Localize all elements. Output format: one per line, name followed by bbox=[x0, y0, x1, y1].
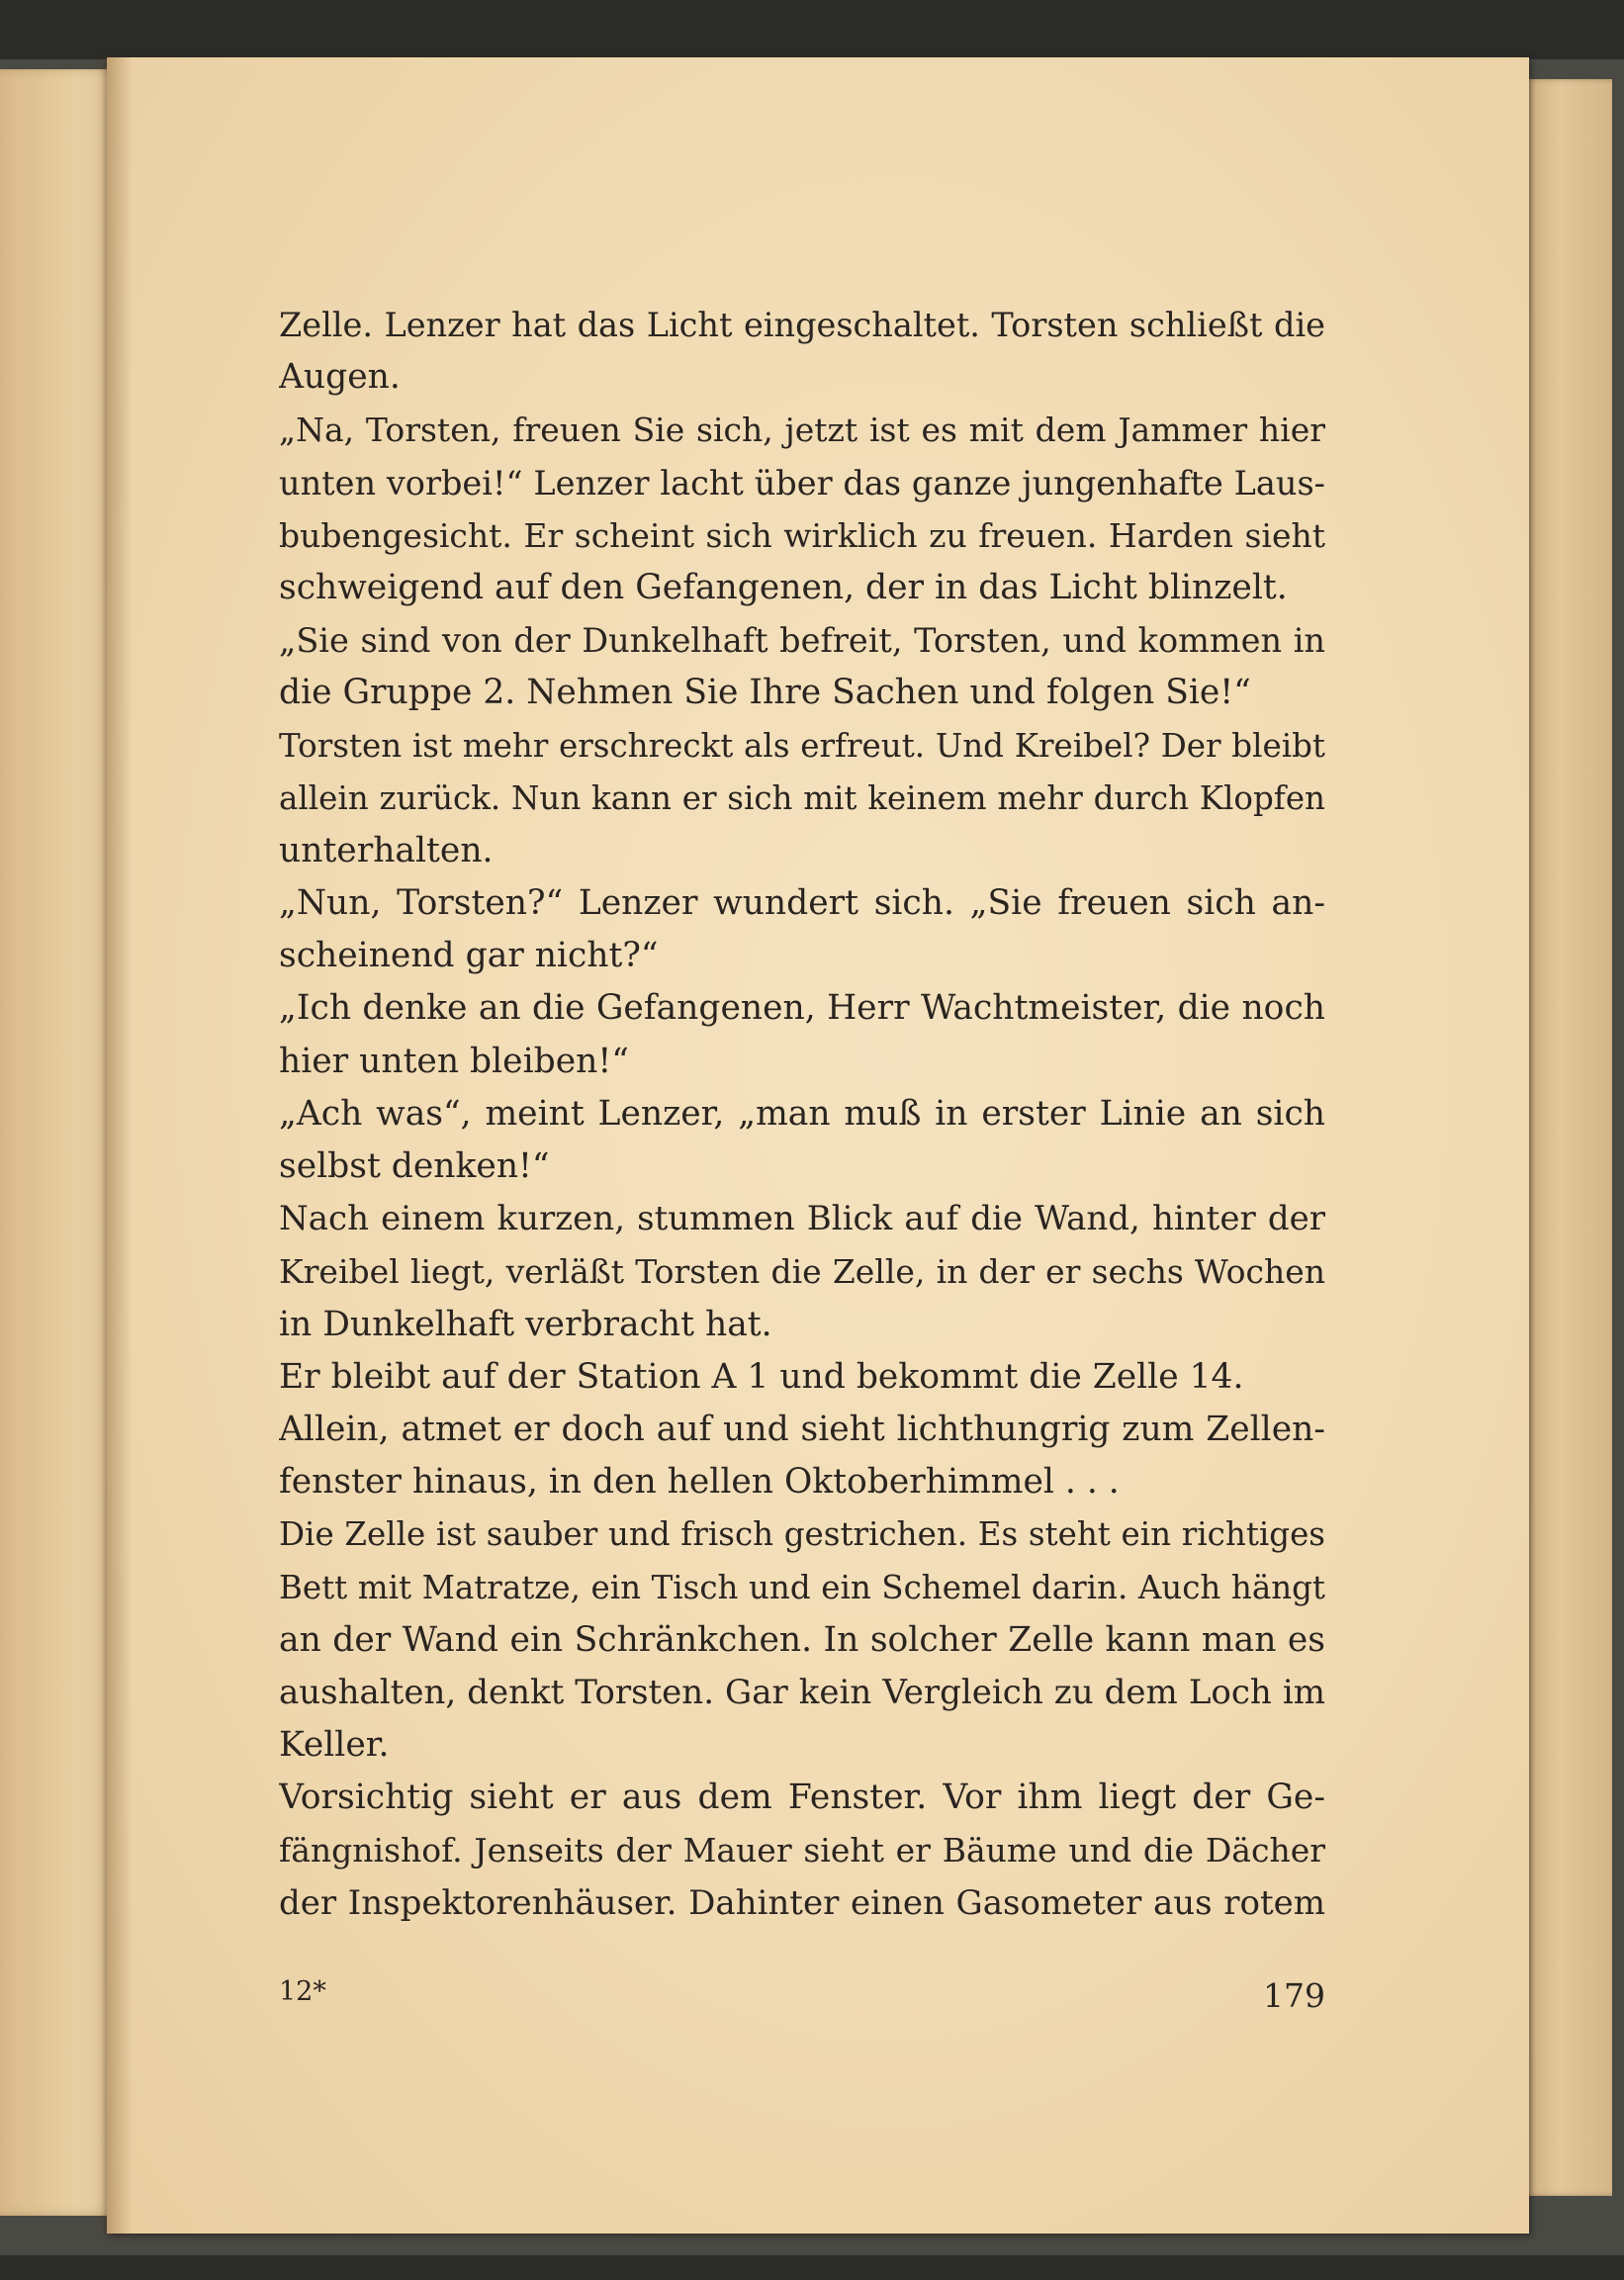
text-line: Keller. bbox=[279, 1725, 390, 1766]
text-line: Augen. bbox=[279, 357, 401, 398]
page-number: 179 bbox=[1263, 1976, 1325, 2015]
text-line: fängnishof. Jenseits der Mauer sieht er Bäume und die Dächer bbox=[279, 1831, 1325, 1870]
text-line: in Dunkelhaft verbracht hat. bbox=[279, 1304, 772, 1344]
text-line: aushalten, denkt Torsten. Gar kein Vergleich zu dem Loch im bbox=[279, 1672, 1325, 1712]
text-line: „Na, Torsten, freuen Sie sich, jetzt ist es mit dem Jammer hier bbox=[279, 410, 1325, 450]
text-line: unten vorbei!“ Lenzer lacht über das ganze jungenhafte Laus- bbox=[279, 463, 1325, 502]
page-gutter bbox=[107, 57, 133, 2234]
text-line: „Nun, Torsten?“ Lenzer wundert sich. „Sie freuen sich an- bbox=[279, 883, 1325, 924]
text-line: Allein, atmet er doch auf und sieht lichthungrig zum Zellen- bbox=[279, 1409, 1325, 1449]
text-line: „Ach was“, meint Lenzer, „man muß in erster Linie an sich bbox=[279, 1093, 1325, 1134]
body-text bbox=[279, 299, 1325, 1930]
text-line: hier unten bleiben!“ bbox=[279, 1041, 629, 1081]
text-line: Torsten ist mehr erschreckt als erfreut. Und Kreibel? Der bleibt bbox=[279, 726, 1325, 765]
page-stack-edge bbox=[1523, 79, 1612, 2196]
text-line: selbst denken!“ bbox=[279, 1146, 550, 1186]
text-line: schweigend auf den Gefangenen, der in das Licht blinzelt. bbox=[279, 567, 1288, 607]
text-line: die Gruppe 2. Nehmen Sie Ihre Sachen und folgen Sie!“ bbox=[279, 673, 1251, 713]
text-line: „Sie sind von der Dunkelhaft befreit, Torsten, und kommen in bbox=[279, 621, 1325, 661]
text-line: scheinend gar nicht?“ bbox=[279, 936, 659, 976]
text-line: Bett mit Matratze, ein Tisch und ein Schemel darin. Auch hängt bbox=[279, 1568, 1325, 1606]
text-line: Zelle. Lenzer hat das Licht eingeschaltet. Torsten schließt die bbox=[279, 306, 1325, 344]
text-line: Er bleibt auf der Station A 1 und bekommt die Zelle 14. bbox=[279, 1356, 1244, 1397]
text-line: Vorsichtig sieht er aus dem Fenster. Vor ihm liegt der Ge- bbox=[279, 1778, 1325, 1818]
text-line: an der Wand ein Schränkchen. In solcher Zelle kann man es bbox=[279, 1619, 1325, 1660]
signature-mark: 12* bbox=[279, 1976, 326, 2007]
text-line: Die Zelle ist sauber und frisch gestrichen. Es steht ein richtiges bbox=[279, 1515, 1325, 1554]
text-line: bubengesicht. Er scheint sich wirklich zu freuen. Harden sieht bbox=[279, 515, 1325, 555]
text-line: unterhalten. bbox=[279, 830, 494, 870]
text-line: Kreibel liegt, verläßt Torsten die Zelle, in der er sechs Wochen bbox=[279, 1252, 1325, 1292]
text-line: „Ich denke an die Gefangenen, Herr Wachtmeister, die noch bbox=[279, 988, 1325, 1029]
text-line: Nach einem kurzen, stummen Blick auf die Wand, hinter der bbox=[279, 1199, 1325, 1239]
text-line: der Inspektorenhäuser. Dahinter einen Gasometer aus rotem bbox=[279, 1882, 1325, 1923]
text-line: fenster hinaus, in den hellen Oktoberhimmel . . . bbox=[279, 1462, 1120, 1503]
text-line: allein zurück. Nun kann er sich mit keinem mehr durch Klopfen bbox=[279, 778, 1325, 817]
